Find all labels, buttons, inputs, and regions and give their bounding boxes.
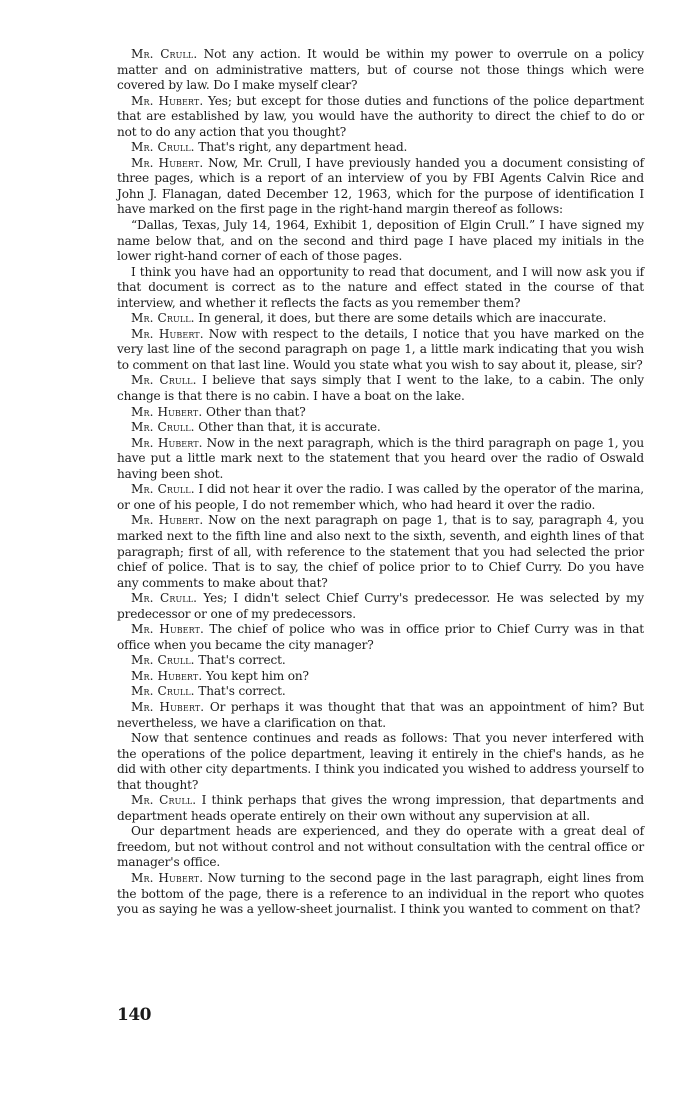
speaker-name: Mr. Hubert. (131, 93, 204, 108)
paragraph (117, 591, 644, 622)
paragraph (117, 482, 644, 513)
paragraph-text: Now in the next paragraph, which is the third paragraph on page 1, you have put a little mark next to the statement that you heard over the radio of Oswald having been shot. (117, 435, 644, 481)
paragraph-text: The chief of police who was in office prior to Chief Curry was in that office when you became the city manager? (117, 622, 645, 652)
paragraph-text: You kept him on? (202, 668, 309, 683)
paragraph (117, 373, 644, 404)
speaker-name: Mr. Crull. (131, 653, 195, 668)
transcript-body (117, 47, 644, 918)
paragraph-text: Yes; but except for those duties and functions of the police department that are established by law, you would have the authority to direct the chief to do or not to do any action that you thought? (117, 93, 644, 139)
paragraph (117, 871, 644, 918)
paragraph (117, 513, 644, 591)
paragraph (117, 420, 644, 436)
speaker-name: Mr. Crull. (131, 47, 198, 61)
paragraph (117, 218, 644, 265)
speaker-name: Mr. Hubert. (131, 404, 203, 419)
paragraph-text: Not any action. It would be within my power to overrule on a policy matter and on administrative matters, but of course not those things which were covered by law. Do I make myself clear? (117, 47, 644, 93)
paragraph (117, 265, 644, 312)
paragraph (117, 311, 644, 327)
paragraph-text: I believe that says simply that I went to the lake, to a cabin. The only change is that there is no cabin. I have a boat on the lake. (117, 373, 644, 404)
paragraph-text: In general, it does, but there are some details which are inaccurate. (194, 311, 607, 326)
paragraph-text: That's correct. (194, 684, 286, 699)
paragraph (117, 436, 644, 483)
paragraph (117, 622, 644, 653)
speaker-name: Mr. Hubert. (131, 668, 203, 683)
speaker-name: Mr. Hubert. (131, 326, 204, 341)
paragraph-text: Now, Mr. Crull, I have previously handed you a document consisting of three pages, which is a report of an interview of you by FBI Agents Calvin Rice and John J. Flanagan, dated December 12, 1963, which for the purpose of identification I have marked on the first page in the right-hand margin thereof as follows: (117, 155, 645, 217)
speaker-name: Mr. Crull. (131, 793, 197, 808)
paragraph (117, 824, 644, 871)
speaker-name: Mr. Hubert. (131, 513, 204, 528)
page-number: 140 (117, 1005, 151, 1025)
paragraph-text: Or perhaps it was thought that that was an appointment of him? But nevertheless, we have a clarification on that. (117, 699, 645, 730)
paragraph (117, 684, 644, 700)
paragraph-text: That's correct. (194, 653, 286, 668)
speaker-name: Mr. Hubert. (131, 870, 204, 885)
paragraph-text: “Dallas, Texas, July 14, 1964, Exhibit 1, deposition of Elgin Crull.” I have signed my name below that, and on the second and third page I have placed my initials in the lower right-hand corner of each of those pages. (117, 218, 644, 264)
paragraph (117, 327, 644, 374)
paragraph (117, 793, 644, 824)
paragraph-text: Other than that, it is accurate. (194, 420, 381, 435)
paragraph (117, 700, 644, 731)
paragraph-text: Now with respect to the details, I notice that you have marked on the very last line of the second paragraph on page 1, a little mark indicating that you wish to comment on that last line. Would you state what you wish to say about it, please, sir? (117, 326, 644, 372)
speaker-name: Mr. Hubert. (131, 699, 205, 714)
speaker-name: Mr. Hubert. (131, 155, 204, 170)
speaker-name: Mr. Crull. (131, 591, 198, 606)
paragraph (117, 669, 644, 685)
paragraph-text: Now turning to the second page in the last paragraph, eight lines from the bottom of the page, there is a reference to an individual in the report who quotes you as saying he was a yellow-sheet journalist. I think you wanted to comment on that? (117, 870, 644, 917)
speaker-name: Mr. Hubert. (131, 622, 204, 637)
paragraph (117, 47, 644, 94)
paragraph-text: Other than that? (202, 404, 306, 419)
speaker-name: Mr. Crull. (131, 311, 195, 326)
paragraph-text: I did not hear it over the radio. I was called by the operator of the marina, or one of his people, I do not remember which, who had heard it over the radio. (117, 482, 644, 512)
paragraph (117, 731, 644, 793)
paragraph (117, 653, 644, 669)
speaker-name: Mr. Crull. (131, 684, 195, 699)
paragraph-text: I think perhaps that gives the wrong impression, that departments and department heads operate entirely on their own without any supervision at all. (117, 793, 644, 823)
paragraph-text: Our department heads are experienced, and they do operate with a great deal of freedom, but not without control and not without consultation with the central office or manager's office. (117, 824, 644, 870)
speaker-name: Mr. Crull. (131, 482, 195, 497)
paragraph (117, 140, 644, 156)
paragraph-text: Now that sentence continues and reads as follows: That you never interfered with the operations of the police department, leaving it entirely in the chief's hands, as he did with other city departments. I think you indicated you wished to address yourself to that thought? (117, 731, 644, 792)
speaker-name: Mr. Crull. (131, 373, 197, 388)
paragraph-text: Now on the next paragraph on page 1, that is to say, paragraph 4, you marked next to the fifth line and also next to the sixth, seventh, and eighth lines of that paragraph; first of all, with reference to the statement that you had selected the prior chief of police. That is to say, the chief of police prior to to Chief Curry. Do you have any comments to make about that? (117, 513, 644, 590)
paragraph-text: That's right, any department head. (194, 140, 408, 155)
paragraph (117, 156, 644, 218)
paragraph (117, 405, 644, 421)
speaker-name: Mr. Hubert. (131, 435, 203, 450)
paragraph-text: Yes; I didn't select Chief Curry's predecessor. He was selected by my predecessor or one of my predecessors. (117, 591, 644, 621)
speaker-name: Mr. Crull. (131, 420, 195, 435)
speaker-name: Mr. Crull. (131, 140, 195, 155)
paragraph (117, 94, 644, 141)
paragraph-text: I think you have had an opportunity to read that document, and I will now ask you if that document is correct as to the nature and effect stated in the course of that interview, and whether it reflects the facts as you remember them? (117, 264, 644, 310)
